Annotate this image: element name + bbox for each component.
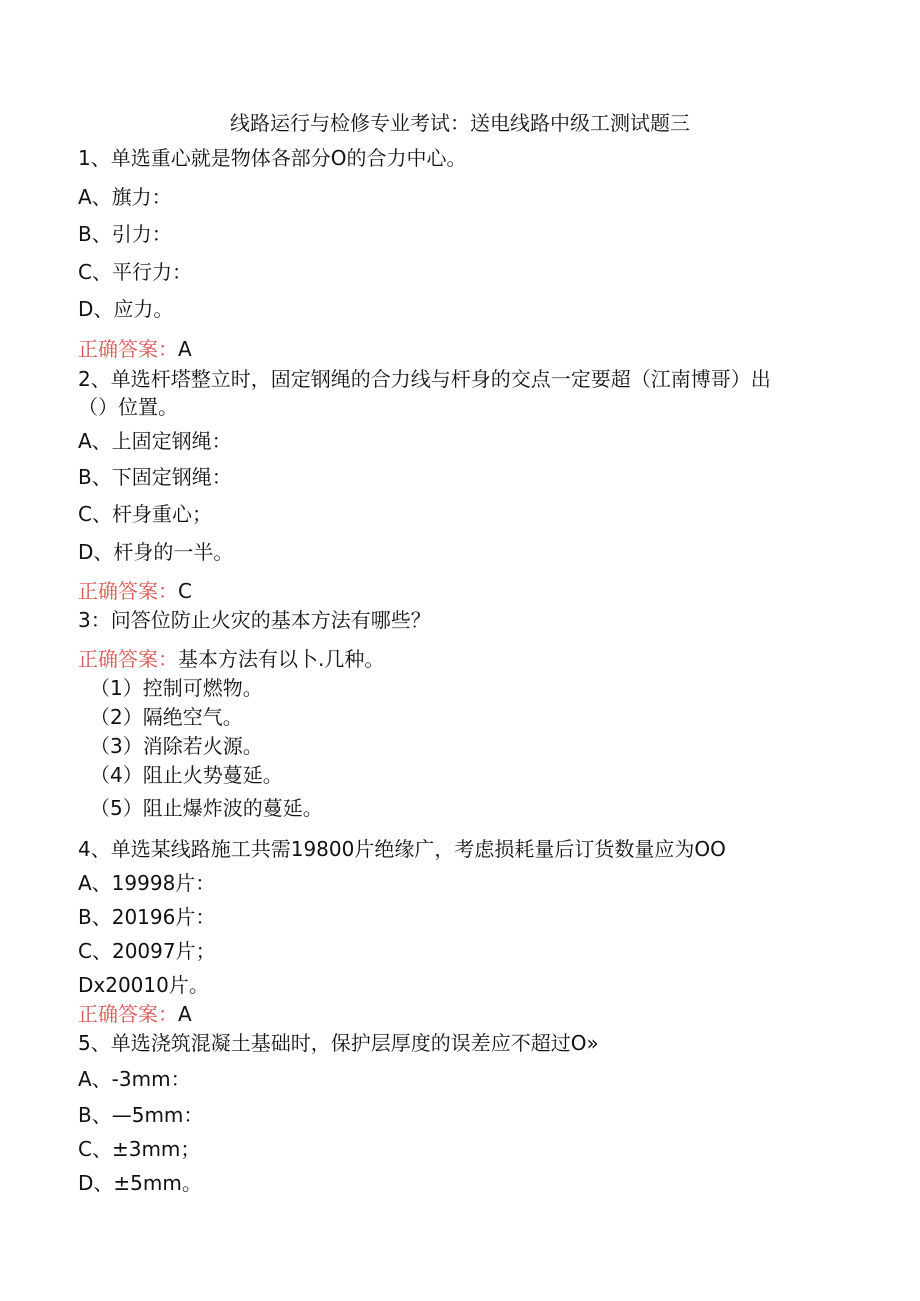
question-2-answer: [78, 578, 192, 604]
question-5-option-d: D、±5mm。: [78, 1171, 202, 1195]
answer-value: A: [178, 1002, 192, 1026]
question-1-stem: 1、单选重心就是物体各部分O的合力中心。: [78, 146, 467, 170]
answer-label: 正确答案：: [78, 647, 178, 671]
question-1-option-b: B、引力：: [78, 222, 172, 246]
question-3-point-3: （3）消除若火源。: [90, 734, 263, 758]
question-3-point-4: （4）阻止火势蔓延。: [90, 763, 283, 787]
question-1-option-a: A、旗力：: [78, 185, 172, 209]
question-3-point-5: （5）阻止爆炸波的蔓延。: [90, 796, 323, 820]
question-4-option-a: A、19998片：: [78, 871, 216, 895]
question-4-answer: [78, 1001, 192, 1027]
question-4-option-d: Dx20010片。: [78, 973, 209, 997]
question-2-option-b: B、下固定钢绳：: [78, 465, 232, 489]
page-title: 线路运行与检修专业考试：送电线路中级工测试题三: [230, 111, 690, 135]
answer-label: 正确答案：: [78, 337, 178, 361]
answer-value: 基本方法有以卜.几种。: [178, 647, 385, 671]
question-2-option-d: D、杆身的一半。: [78, 540, 234, 564]
question-5-option-b: B、—5mm：: [78, 1103, 204, 1127]
question-3-answer: [78, 646, 384, 672]
question-4-stem: 4、单选某线路施工共需19800片绝缘广，考虑损耗量后订货数量应为OO: [78, 837, 726, 861]
question-2-option-a: A、上固定钢绳：: [78, 429, 232, 453]
question-4-option-c: C、20097片；: [78, 939, 216, 963]
question-5-option-a: A、-3mm：: [78, 1067, 191, 1091]
question-4-option-b: B、20196片：: [78, 905, 216, 929]
question-1-option-d: D、应力。: [78, 297, 174, 321]
answer-label: 正确答案：: [78, 1002, 178, 1026]
question-3-point-1: （1）控制可燃物。: [90, 676, 263, 700]
question-2-stem-line-1: 2、单选杆塔整立时，固定钢绳的合力线与杆身的交点一定要超（江南博哥）出: [78, 367, 771, 391]
question-3-stem: 3：问答位防止火灾的基本方法有哪些？: [78, 608, 431, 632]
question-5-stem: 5、单选浇筑混凝土基础时，保护层厚度的误差应不超过O»: [78, 1031, 599, 1055]
question-1-option-c: C、平行力：: [78, 260, 192, 284]
answer-value: C: [178, 579, 192, 603]
question-1-answer: [78, 336, 192, 362]
question-3-point-2: （2）隔绝空气。: [90, 705, 243, 729]
answer-value: A: [178, 337, 192, 361]
question-5-option-c: C、±3mm；: [78, 1137, 201, 1161]
question-2-stem-line-2: （）位置。: [78, 395, 178, 419]
answer-label: 正确答案：: [78, 579, 178, 603]
question-2-option-c: C、杆身重心；: [78, 502, 212, 526]
